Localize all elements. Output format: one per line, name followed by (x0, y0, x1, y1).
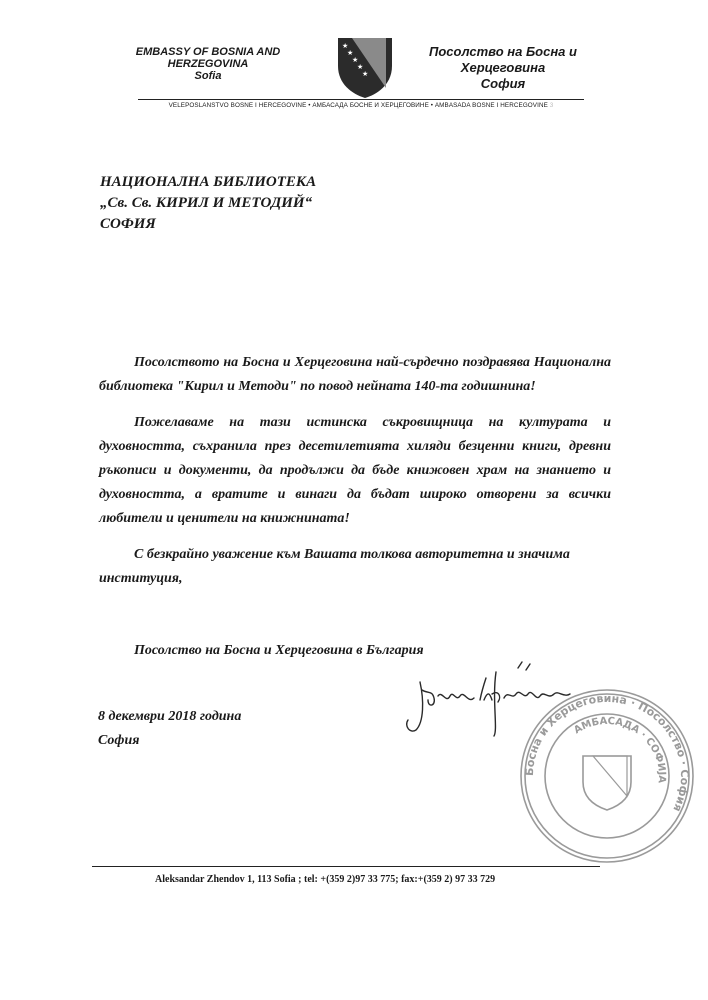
stamp-crest-icon (583, 756, 631, 810)
svg-text:★: ★ (357, 63, 364, 71)
embassy-name-bg-line2: Херцеговина (460, 60, 546, 75)
header-strip-end: 3 (549, 102, 554, 109)
embassy-stamp (517, 686, 697, 866)
addressee-line1: НАЦИОНАЛНА БИБЛИОТЕКА (100, 174, 317, 190)
body-paragraph-3: С безкрайно уважение към Вашата толкова авторитетна и значима институция, (99, 547, 570, 586)
footer-contact: Aleksandar Zhendov 1, 113 Sofia ; tel: +(359 2)97 33 775; fax:+(359 2) 97 33 729 (155, 874, 496, 885)
svg-text:★: ★ (352, 56, 359, 64)
svg-text:★: ★ (347, 49, 354, 57)
body-paragraph-2: Пожелаваме на тази истинска съкровищница на културата и духовността, съхранила през десетилетията хиляди безценни книги, древни ръкописи и документи, да продължи да бъде книжовен храм на знанието и духовността, а вратите и винаги да бъдат широко отворени за всички любители и ценители на книжнината! (99, 415, 611, 526)
closing-line: Посолство на Босна и Херцеговина в България (134, 643, 424, 658)
svg-text:АМБАСАДА · СОФИЈА (572, 716, 667, 784)
embassy-name-bulgarian (418, 44, 588, 92)
addressee-block (100, 172, 316, 235)
bosnia-coat-of-arms-icon (330, 36, 400, 100)
embassy-name-bg-line1: Посолство на Босна и (429, 44, 577, 59)
header-multilingual-strip (138, 102, 584, 109)
embassy-name-bg-line3: София (480, 76, 526, 91)
stamp-outer-text: Босна и Херцеговина · Посолство · София (522, 691, 692, 814)
header-strip-text: VELEPOSLANSTVO BOSNE I HERCEGOVINE • АМБАСАДА БОСНЕ И ХЕРЦЕГОВИНЕ • AMBASADA BOSNE I HERCEGOVINE (168, 102, 548, 109)
svg-text:★: ★ (342, 42, 349, 50)
letter-date: 8 декември 2018 година (98, 709, 242, 724)
header-divider (138, 99, 584, 100)
stamp-inner-text: АМБАСАДА · СОФИЈА (572, 715, 668, 784)
letter-city: София (98, 733, 140, 748)
embassy-name-english (108, 46, 308, 82)
embassy-name-en-line1: EMBASSY OF BOSNIA AND (135, 46, 281, 58)
embassy-name-en-line2: HERZEGOVINA (167, 58, 249, 70)
footer-divider (92, 866, 600, 867)
embassy-name-en-line3: Sofia (194, 70, 222, 82)
addressee-line2: „Св. Св. КИРИЛ И МЕТОДИЙ“ (100, 195, 313, 211)
addressee-line3: СОФИЯ (100, 216, 156, 232)
body-paragraph-1: Посолството на Босна и Херцеговина най-сърдечно поздравява Национална библиотека "Кирил и Методи" по повод нейната 140-та годишнина! (99, 355, 611, 394)
letter-body (99, 351, 611, 603)
svg-text:★: ★ (362, 70, 369, 78)
date-block (98, 705, 241, 753)
